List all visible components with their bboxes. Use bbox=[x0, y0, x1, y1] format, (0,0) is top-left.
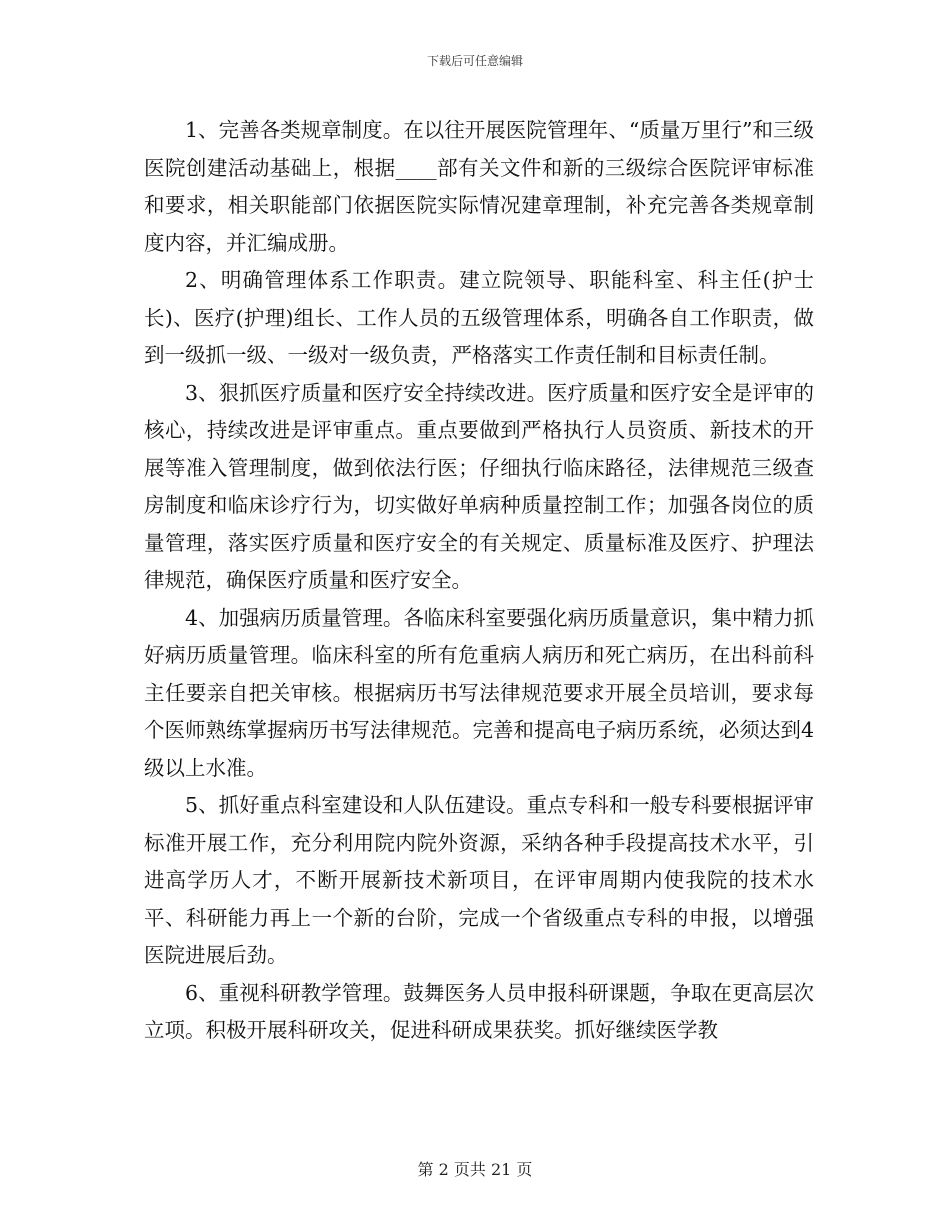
paragraph-5: 5、抓好重点科室建设和人队伍建设。重点专科和一般专科要根据评审标准开展工作，充分利用院内院外资源，采纳各种手段提高技术水平，引进高学历人才，不断开展新技术新项目，在评审周期内使我院的技术水平、科研能力再上一个新的台阶，完成一个省级重点专科的申报，以增强医院进展后劲。 bbox=[144, 793, 814, 967]
document-body bbox=[144, 112, 814, 1050]
page-footer: 第 2 页共 21 页 bbox=[417, 1160, 533, 1179]
page-header: 下载后可任意编辑 bbox=[426, 54, 523, 68]
paragraph-1: 1、完善各类规章制度。在以往开展医院管理年、“质量万里行”和三级医院创建活动基础上，根据____部有关文件和新的三级综合医院评审标准和要求，相关职能部门依据医院实际情况建章理制，补充完善各类规章制度内容，并汇编成册。 bbox=[144, 118, 814, 255]
paragraph-2: 2、明确管理体系工作职责。建立院领导、职能科室、科主任(护士长)、医疗(护理)组长、工作人员的五级管理体系，明确各自工作职责，做到一级抓一级、一级对一级负责，严格落实工作责任制和目标责任制。 bbox=[144, 268, 814, 367]
paragraph-6: 6、重视科研教学管理。鼓舞医务人员申报科研课题，争取在更高层次立项。积极开展科研攻关，促进科研成果获奖。抓好继续医学教 bbox=[144, 980, 814, 1042]
paragraph-3: 3、狠抓医疗质量和医疗安全持续改进。医疗质量和医疗安全是评审的核心，持续改进是评审重点。重点要做到严格执行人员资质、新技术的开展等准入管理制度，做到依法行医；仔细执行临床路径，法律规范三级查房制度和临床诊疗行为，切实做好单病种质量控制工作；加强各岗位的质量管理，落实医疗质量和医疗安全的有关规定、质量标准及医疗、护理法律规范，确保医疗质量和医疗安全。 bbox=[144, 380, 814, 592]
paragraph-4: 4、加强病历质量管理。各临床科室要强化病历质量意识，集中精力抓好病历质量管理。临床科室的所有危重病人病历和死亡病历，在出科前科主任要亲自把关审核。根据病历书写法律规范要求开展全员培训，要求每个医师熟练掌握病历书写法律规范。完善和提高电子病历系统，必须达到4级以上水准。 bbox=[144, 605, 814, 780]
